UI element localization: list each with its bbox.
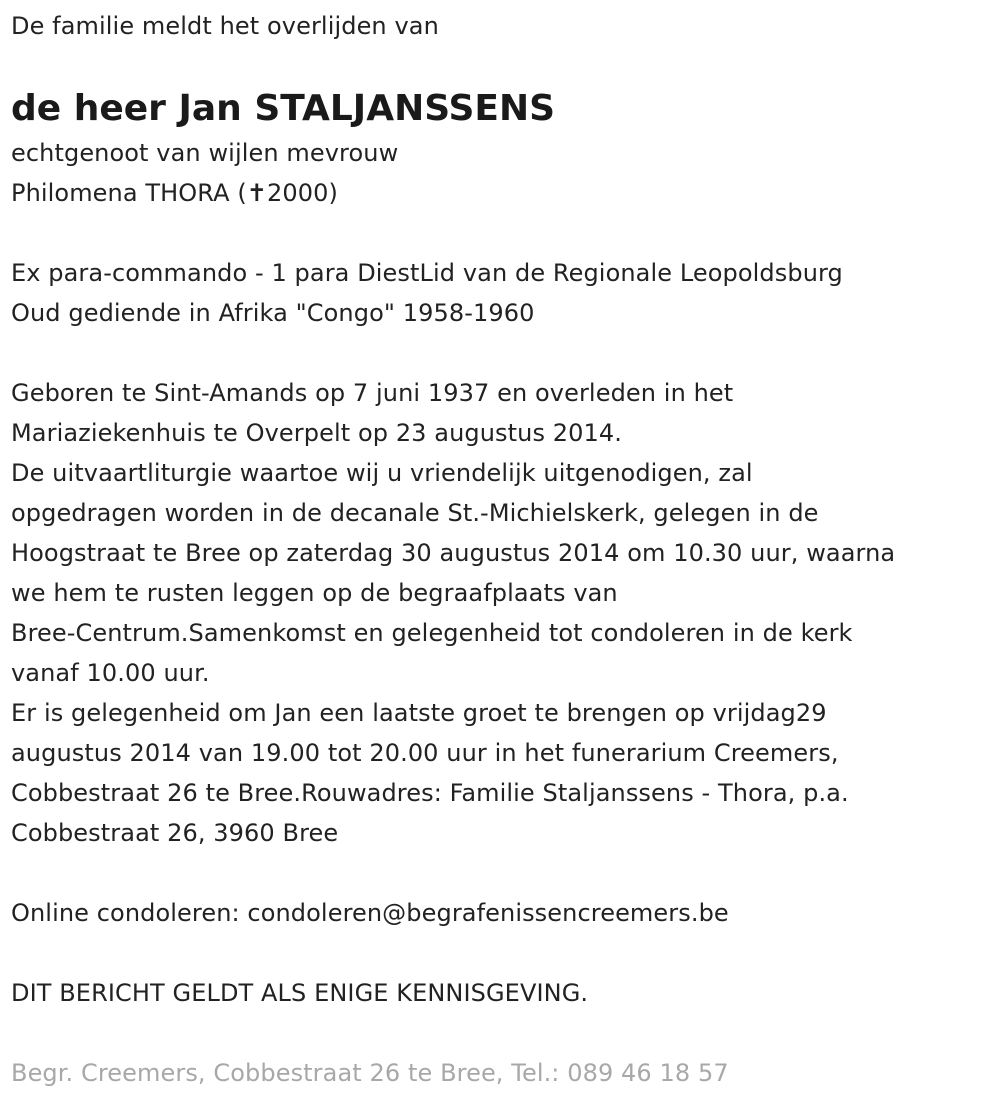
spacer bbox=[11, 853, 991, 893]
body-line: Bree-Centrum.Samenkomst en gelegenheid tot condoleren in de kerk bbox=[11, 619, 853, 647]
military-line-2: Oud gediende in Afrika "Congo" 1958-1960 bbox=[11, 299, 535, 327]
online-condolence bbox=[11, 893, 991, 933]
body-line: vanaf 10.00 uur. bbox=[11, 659, 210, 687]
obituary-notice bbox=[11, 0, 991, 1093]
body-line: Hoogstraat te Bree op zaterdag 30 augustus 2014 om 10.30 uur, waarna bbox=[11, 539, 896, 567]
spacer bbox=[11, 1013, 991, 1053]
body-line: augustus 2014 van 19.00 tot 20.00 uur in het funerarium Creemers, bbox=[11, 739, 839, 767]
body-line: De uitvaartliturgie waartoe wij u vriendelijk uitgenodigen, zal bbox=[11, 459, 753, 487]
spouse-line-2: Philomena THORA (✝2000) bbox=[11, 179, 338, 207]
spouse-line-1: echtgenoot van wijlen mevrouw bbox=[11, 139, 399, 167]
intro-text: De familie meldt het overlijden van bbox=[11, 12, 439, 40]
funeral-home-footer: Begr. Creemers, Cobbestraat 26 te Bree, Tel.: 089 46 18 57 bbox=[11, 1059, 729, 1087]
condolence-label: Online condoleren: bbox=[11, 899, 248, 927]
body-line: Mariaziekenhuis te Overpelt op 23 augustus 2014. bbox=[11, 419, 623, 447]
body-line: Cobbestraat 26 te Bree.Rouwadres: Familie Staljanssens - Thora, p.a. bbox=[11, 779, 849, 807]
deceased-name: de heer Jan STALJANSSENS bbox=[11, 88, 556, 129]
body-line: Cobbestraat 26, 3960 Bree bbox=[11, 819, 339, 847]
closing-statement: DIT BERICHT GELDT ALS ENIGE KENNISGEVING. bbox=[11, 979, 589, 1007]
spacer bbox=[11, 333, 991, 373]
military-line-1: Ex para-commando - 1 para DiestLid van de Regionale Leopoldsburg bbox=[11, 259, 843, 287]
body-line: Geboren te Sint-Amands op 7 juni 1937 en overleden in het bbox=[11, 379, 734, 407]
body-line: we hem te rusten leggen op de begraafplaats van bbox=[11, 579, 618, 607]
body-line: opgedragen worden in de decanale St.-Michielskerk, gelegen in de bbox=[11, 499, 819, 527]
body-text bbox=[11, 373, 991, 853]
body-line: Er is gelegenheid om Jan een laatste groet te brengen op vrijdag29 bbox=[11, 699, 827, 727]
spacer bbox=[11, 213, 991, 253]
spacer bbox=[11, 933, 991, 973]
condolence-email-link[interactable]: condoleren@begrafenissencreemers.be bbox=[247, 899, 729, 927]
